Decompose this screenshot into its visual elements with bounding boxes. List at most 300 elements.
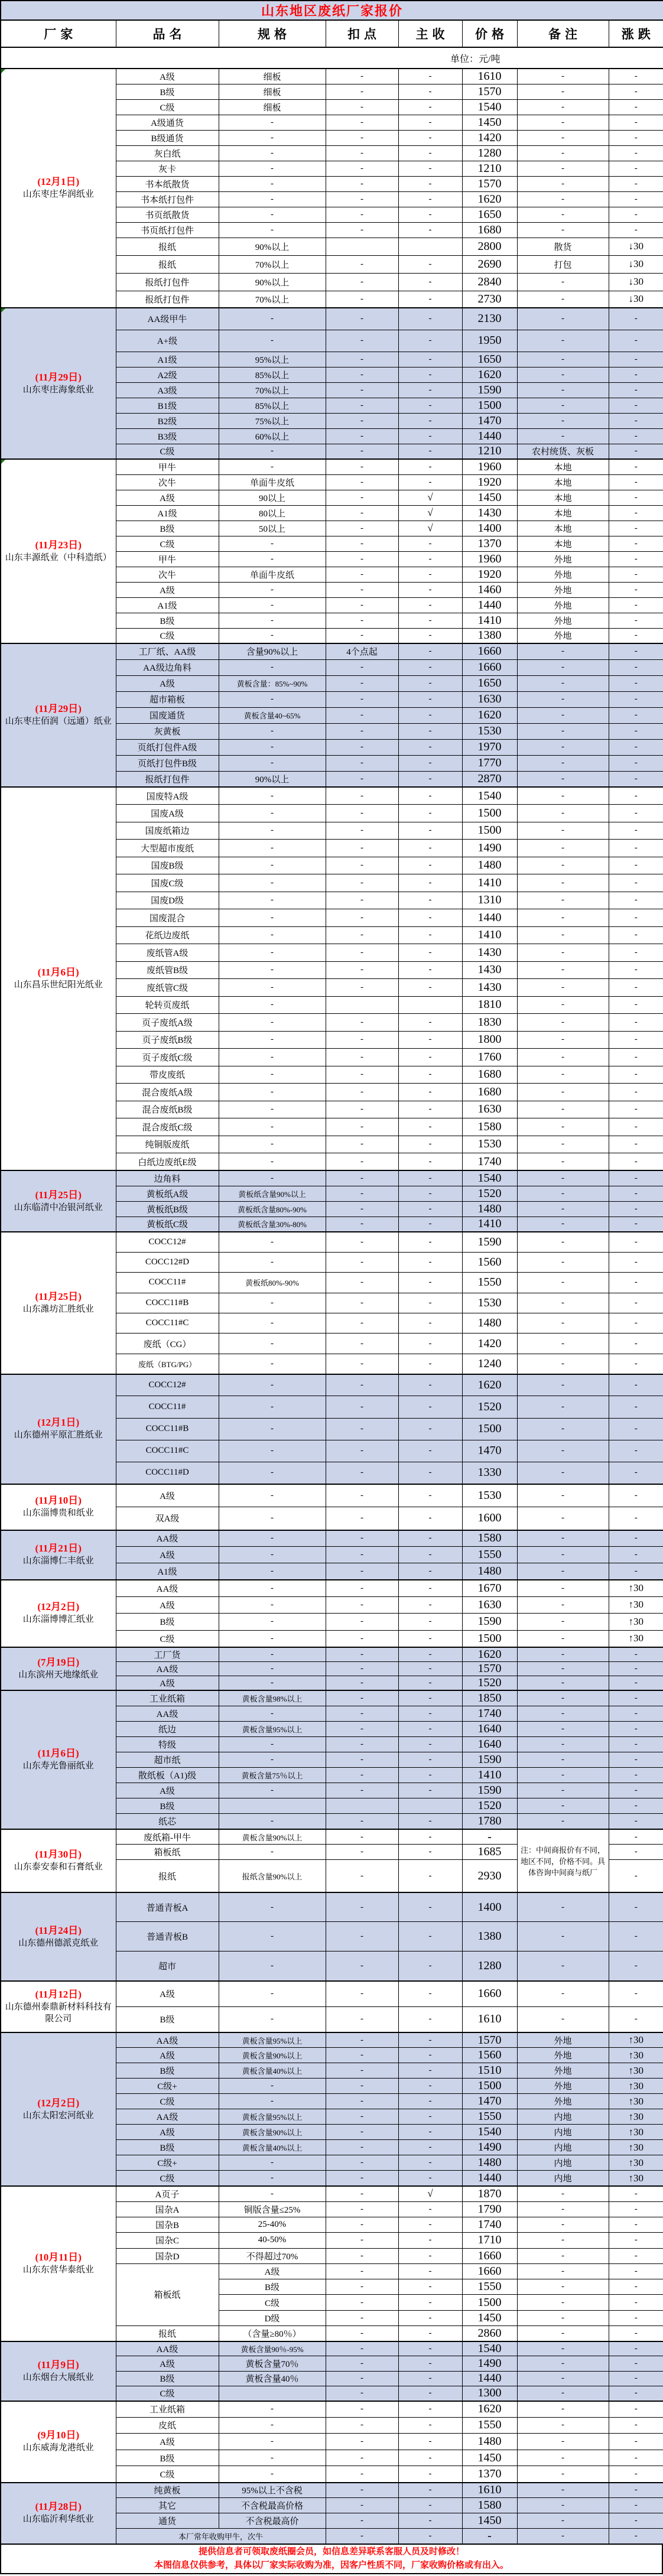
cell-deduction: - xyxy=(326,1396,398,1418)
cell-deduction: - xyxy=(326,99,398,115)
cell-price: 1370 xyxy=(462,536,517,551)
cell-product: 甲牛 xyxy=(116,551,219,567)
cell-spec: 黄板含量90%以上 xyxy=(219,2048,326,2063)
cell-accept: - xyxy=(398,1440,462,1462)
cell-deduction: - xyxy=(326,352,398,367)
cell-note: - xyxy=(517,176,609,191)
cell-price: 1530 xyxy=(462,1136,517,1153)
cell-deduction: - xyxy=(326,2140,398,2155)
cell-spec: - xyxy=(219,1614,326,1631)
cell-change: - xyxy=(609,2450,663,2466)
cell-note: 打包 xyxy=(517,255,609,273)
factory-name: 山东枣庄海象纸业 xyxy=(22,385,94,395)
cell-spec: - xyxy=(219,1136,326,1153)
cell-deduction: - xyxy=(326,1462,398,1484)
cell-accept: - xyxy=(398,2109,462,2125)
cell-deduction: - xyxy=(326,2079,398,2094)
cell-change: - xyxy=(609,474,663,490)
cell-price: 1520 xyxy=(462,1798,517,1814)
cell-accept: √ xyxy=(398,505,462,521)
cell-deduction: - xyxy=(326,1860,398,1892)
cell-product: 花纸边废纸 xyxy=(116,926,219,944)
cell-price: 1590 xyxy=(462,382,517,398)
cell-price: 1210 xyxy=(462,444,517,459)
cell-change: - xyxy=(609,979,663,997)
cell-deduction: - xyxy=(326,176,398,191)
cell-price: 1810 xyxy=(462,996,517,1014)
cell-spec: - xyxy=(219,1547,326,1563)
cell-deduction: - xyxy=(326,1767,398,1783)
cell-spec: 黄板含量40%以上 xyxy=(219,2140,326,2155)
cell-deduction: - xyxy=(326,1676,398,1690)
cell-product: A级 xyxy=(116,69,219,84)
cell-change: - xyxy=(609,2248,663,2263)
cell-accept: - xyxy=(398,1922,462,1951)
sheet-title: 山东地区废纸厂家报价 xyxy=(261,4,404,18)
cell-product: B级 xyxy=(116,2450,219,2466)
cell-change: - xyxy=(609,1981,663,2007)
cell-change: - xyxy=(609,1547,663,1563)
cell-change: - xyxy=(609,1354,663,1374)
cell-accept: - xyxy=(398,675,462,691)
cell-accept: √ xyxy=(398,2186,462,2201)
cell-price: 1560 xyxy=(462,1252,517,1272)
cell-change: ↑30 xyxy=(609,1630,663,1647)
cell-note: - xyxy=(517,115,609,130)
cell-product: B1级 xyxy=(116,398,219,413)
cell-price: 1520 xyxy=(462,1676,517,1690)
cell-accept: - xyxy=(398,822,462,840)
cell-deduction: - xyxy=(326,330,398,352)
cell-deduction: - xyxy=(326,1049,398,1066)
cell-product: 报纸 xyxy=(116,238,219,255)
cell-deduction: - xyxy=(326,2417,398,2434)
cell-spec: 含量90%以上 xyxy=(219,643,326,659)
cell-spec: - xyxy=(219,1484,326,1507)
cell-note: - xyxy=(517,413,609,428)
cell-change: - xyxy=(609,961,663,979)
cell-deduction: - xyxy=(326,1418,398,1440)
cell-accept: - xyxy=(398,2434,462,2450)
factory-date: (11月6日) xyxy=(37,967,79,978)
cell-accept: - xyxy=(398,840,462,857)
cell-accept: - xyxy=(398,474,462,490)
cell-price: 1670 xyxy=(462,1580,517,1597)
cell-accept: - xyxy=(398,1951,462,1981)
cell-change: - xyxy=(609,1736,663,1752)
cell-price: 1310 xyxy=(462,892,517,909)
cell-deduction: - xyxy=(326,1614,398,1631)
cell-deduction: - xyxy=(326,1814,398,1829)
cell-product: 黄板纸A级 xyxy=(116,1186,219,1201)
cell-change: - xyxy=(609,1031,663,1049)
cell-product: A级 xyxy=(116,2434,219,2450)
cell-product: 纯黄板 xyxy=(116,2483,219,2498)
cell-price: 1400 xyxy=(462,521,517,536)
cell-spec: D级 xyxy=(219,2310,326,2325)
cell-change: - xyxy=(609,2263,663,2279)
cell-accept: - xyxy=(398,2483,462,2498)
cell-note: - xyxy=(517,1396,609,1418)
cell-note: - xyxy=(517,691,609,707)
cell-change: - xyxy=(609,1752,663,1767)
cell-product: 报纸 xyxy=(116,2325,219,2341)
cell-accept: - xyxy=(398,1232,462,1252)
cell-deduction: - xyxy=(326,2201,398,2217)
cell-product: 报纸 xyxy=(116,255,219,273)
cell-accept: - xyxy=(398,909,462,927)
cell-spec: - xyxy=(219,1814,326,1829)
cell-price: 1830 xyxy=(462,1014,517,1032)
cell-change: - xyxy=(609,874,663,892)
cell-price: 1500 xyxy=(462,822,517,840)
cell-accept: - xyxy=(398,1752,462,1767)
cell-accept: - xyxy=(398,1860,462,1892)
cell-note: - xyxy=(517,1614,609,1631)
factory-name: 山东淄博贵和纸业 xyxy=(22,1508,94,1518)
cell-spec: 单面牛皮纸 xyxy=(219,567,326,582)
cell-note: - xyxy=(517,1333,609,1354)
table-row xyxy=(1,787,663,805)
cell-price: 1460 xyxy=(462,582,517,597)
cell-product: B级 xyxy=(116,2371,219,2386)
cell-accept: - xyxy=(398,1596,462,1614)
cell-price: - xyxy=(462,2529,517,2544)
cell-accept: - xyxy=(398,1783,462,1798)
cell-note: - xyxy=(517,787,609,805)
cell-note: - xyxy=(517,723,609,739)
cell-price: 1920 xyxy=(462,474,517,490)
cell-change: - xyxy=(609,444,663,459)
cell-deduction: - xyxy=(326,805,398,822)
cell-deduction: - xyxy=(326,822,398,840)
cell-change: - xyxy=(609,2371,663,2386)
cell-note: - xyxy=(517,805,609,822)
cell-product: A级 xyxy=(116,675,219,691)
cell-deduction: - xyxy=(326,2186,398,2201)
cell-product: A页子 xyxy=(116,2186,219,2201)
cell-change: - xyxy=(609,1922,663,1951)
cell-price: 1540 xyxy=(462,787,517,805)
cell-price: 1490 xyxy=(462,840,517,857)
cell-price: 1630 xyxy=(462,1596,517,1614)
cell-deduction: - xyxy=(326,2063,398,2079)
cell-spec: 70%以上 xyxy=(219,255,326,273)
cell-accept: - xyxy=(398,755,462,771)
cell-spec: - xyxy=(219,1507,326,1530)
cell-accept: - xyxy=(398,2063,462,2079)
cell-price: 1710 xyxy=(462,2233,517,2248)
cell-accept: - xyxy=(398,330,462,352)
cell-deduction: - xyxy=(326,2109,398,2125)
col-header-accept: 主收 xyxy=(398,20,462,47)
cell-price: 1420 xyxy=(462,1333,517,1354)
table-row xyxy=(1,1892,663,1922)
cell-deduction: - xyxy=(326,1630,398,1647)
cell-note: - xyxy=(517,1922,609,1951)
cell-deduction: - xyxy=(326,273,398,291)
cell-note: - xyxy=(517,1676,609,1690)
cell-deduction: - xyxy=(326,2341,398,2356)
cell-deduction: - xyxy=(326,771,398,787)
cell-deduction: - xyxy=(326,490,398,505)
cell-accept: - xyxy=(398,1547,462,1563)
cell-accept: - xyxy=(398,536,462,551)
cell-spec: - xyxy=(219,1293,326,1313)
cell-change: - xyxy=(609,352,663,367)
cell-deduction: - xyxy=(326,308,398,330)
cell-deduction: - xyxy=(326,1084,398,1101)
cell-deduction: - xyxy=(326,1484,398,1507)
cell-spec: - xyxy=(219,1252,326,1272)
cell-note: - xyxy=(517,130,609,145)
cell-note: 外地 xyxy=(517,2079,609,2094)
cell-change: - xyxy=(609,723,663,739)
cell-accept: - xyxy=(398,1736,462,1752)
cell-product: 书本纸打包件 xyxy=(116,191,219,207)
cell-note: 外地 xyxy=(517,597,609,613)
cell-change: ↑30 xyxy=(609,2171,663,2186)
cell-accept: √ xyxy=(398,490,462,505)
cell-price: 1660 xyxy=(462,1981,517,2007)
cell-spec: - xyxy=(219,926,326,944)
cell-deduction: - xyxy=(326,2483,398,2498)
cell-spec: - xyxy=(219,659,326,675)
cell-price: 1590 xyxy=(462,1232,517,1252)
cell-product: 书页纸散货 xyxy=(116,207,219,222)
cell-product: 灰白纸 xyxy=(116,145,219,161)
factory-name: 山东淄博博汇纸业 xyxy=(22,1615,94,1625)
cell-deduction: - xyxy=(326,707,398,723)
cell-change: - xyxy=(609,2401,663,2418)
cell-spec: - xyxy=(219,1736,326,1752)
cell-spec: 70%以上 xyxy=(219,291,326,308)
cell-product: 超市纸 xyxy=(116,1752,219,1767)
cell-note: - xyxy=(517,1951,609,1981)
cell-spec: - xyxy=(219,739,326,755)
cell-product: B级 xyxy=(116,1614,219,1631)
cell-spec: 黄板含量75％以上 xyxy=(219,1767,326,1783)
cell-change: - xyxy=(609,2325,663,2341)
table-row xyxy=(1,2032,663,2048)
cell-spec: - xyxy=(219,1396,326,1418)
cell-price: 1610 xyxy=(462,2006,517,2032)
cell-change: - xyxy=(609,613,663,628)
col-header-note: 备注 xyxy=(517,20,609,47)
cell-change: - xyxy=(609,1462,663,1484)
cell-price: 1660 xyxy=(462,659,517,675)
cell-note: - xyxy=(517,1484,609,1507)
cell-spec: - xyxy=(219,1101,326,1118)
cell-change: - xyxy=(609,145,663,161)
cell-deduction: - xyxy=(326,857,398,874)
cell-note: - xyxy=(517,2371,609,2386)
cell-accept: - xyxy=(398,2371,462,2386)
cell-change: - xyxy=(609,675,663,691)
factory-name: 山东泰安泰和石膏纸业 xyxy=(14,1862,103,1872)
factory-name: 山东德州平原汇胜纸业 xyxy=(14,1430,103,1440)
cell-spec: - xyxy=(219,115,326,130)
cell-spec: 黄板含量95%以上 xyxy=(219,2109,326,2125)
cell-note: - xyxy=(517,1647,609,1662)
cell-spec: 85%以上 xyxy=(219,398,326,413)
cell-change: ↓30 xyxy=(609,291,663,308)
cell-spec: 不含税最高价 xyxy=(219,2513,326,2529)
cell-price: 1660 xyxy=(462,643,517,659)
sheet-title-cell xyxy=(1,1,663,20)
cell-change: - xyxy=(609,115,663,130)
table-row xyxy=(1,1690,663,1706)
cell-product: 其它 xyxy=(116,2498,219,2513)
cell-note: - xyxy=(517,874,609,892)
cell-price: 1400 xyxy=(462,1892,517,1922)
cell-price: 1430 xyxy=(462,944,517,962)
cell-spec: 黄板含量：85%~90% xyxy=(219,675,326,691)
cell-change: - xyxy=(609,1783,663,1798)
cell-spec: - xyxy=(219,1845,326,1860)
cell-price: 1410 xyxy=(462,926,517,944)
cell-price: 1640 xyxy=(462,1736,517,1752)
cell-product: 报纸打包件 xyxy=(116,771,219,787)
cell-deduction: - xyxy=(326,1374,398,1396)
cell-deduction: - xyxy=(326,1313,398,1333)
cell-note: - xyxy=(517,398,609,413)
cell-product: 箱板纸 xyxy=(116,2263,219,2325)
cell-spec xyxy=(219,2386,326,2401)
cell-note: 外地 xyxy=(517,582,609,597)
cell-spec: 单面牛皮纸 xyxy=(219,474,326,490)
unit-row xyxy=(1,47,663,69)
cell-accept: - xyxy=(398,926,462,944)
cell-accept: - xyxy=(398,1676,462,1690)
cell-accept: - xyxy=(398,1396,462,1418)
cell-product: 页子废纸A级 xyxy=(116,1014,219,1032)
table-row xyxy=(1,2483,663,2498)
table-row xyxy=(1,1232,663,1252)
cell-note: - xyxy=(517,909,609,927)
cell-accept: - xyxy=(398,2529,462,2544)
cell-note: - xyxy=(517,857,609,874)
factory-name: 山东威海龙港纸业 xyxy=(22,2443,94,2453)
cell-spec: 细板 xyxy=(219,84,326,99)
cell-spec: - xyxy=(219,1374,326,1396)
cell-product: 国废A级 xyxy=(116,805,219,822)
cell-deduction: - xyxy=(326,723,398,739)
cell-change: - xyxy=(609,1706,663,1721)
cell-deduction: - xyxy=(326,2048,398,2063)
cell-accept: - xyxy=(398,2341,462,2356)
cell-accept: - xyxy=(398,1101,462,1118)
cell-product: B2级 xyxy=(116,413,219,428)
cell-deduction: - xyxy=(326,222,398,238)
cell-price: 1500 xyxy=(462,2295,517,2310)
factory-name: 山东昌乐世纪阳光纸业 xyxy=(14,980,103,990)
cell-accept: - xyxy=(398,1313,462,1333)
cell-change: - xyxy=(609,2529,663,2544)
cell-note: - xyxy=(517,1563,609,1580)
unit-label: 单位：元/吨 xyxy=(450,54,500,64)
cell-price: 1300 xyxy=(462,2386,517,2401)
cell-price: 1740 xyxy=(462,1706,517,1721)
cell-deduction: - xyxy=(326,2279,398,2295)
cell-accept: - xyxy=(398,2450,462,2466)
cell-spec: 黄板纸含量80%-90% xyxy=(219,1201,326,1217)
cell-note: - xyxy=(517,2450,609,2466)
factory-name: 山东临清中冶银河纸业 xyxy=(14,1202,103,1212)
cell-price: 2800 xyxy=(462,238,517,255)
cell-deduction: - xyxy=(326,2356,398,2371)
cell-deduction: - xyxy=(326,1201,398,1217)
cell-note: - xyxy=(517,1752,609,1767)
cell-note: - xyxy=(517,2483,609,2498)
cell-spec: - xyxy=(219,723,326,739)
cell-change: - xyxy=(609,1396,663,1418)
cell-change: - xyxy=(609,1892,663,1922)
cell-price: 1410 xyxy=(462,613,517,628)
cell-product: 混合废纸B级 xyxy=(116,1101,219,1118)
cell-change: - xyxy=(609,161,663,176)
cell-deduction: 4个点起 xyxy=(326,643,398,659)
cell-product: COCC11# xyxy=(116,1396,219,1418)
cell-note: - xyxy=(517,2434,609,2450)
cell-spec: - xyxy=(219,1661,326,1676)
cell-accept: - xyxy=(398,961,462,979)
factory-name: 山东烟台大展纸业 xyxy=(22,2372,94,2382)
cell-spec: - xyxy=(219,1647,326,1662)
cell-product: A级 xyxy=(116,1547,219,1563)
cell-product: AA级 xyxy=(116,1661,219,1676)
cell-note: - xyxy=(517,675,609,691)
cell-spec: - xyxy=(219,857,326,874)
cell-change: - xyxy=(609,2217,663,2232)
cell-note: - xyxy=(517,382,609,398)
cell-change: - xyxy=(609,739,663,755)
table-row xyxy=(1,459,663,474)
cell-price: 1570 xyxy=(462,176,517,191)
cell-product: A2级 xyxy=(116,367,219,382)
cell-deduction: - xyxy=(326,1293,398,1313)
cell-price: 1650 xyxy=(462,207,517,222)
cell-change: - xyxy=(609,1273,663,1293)
cell-deduction: - xyxy=(326,1951,398,1981)
cell-change: - xyxy=(609,2483,663,2498)
cell-price: 1570 xyxy=(462,84,517,99)
cell-change: - xyxy=(609,1066,663,1084)
cell-product: 国废B级 xyxy=(116,857,219,874)
cell-product: A1级 xyxy=(116,1563,219,1580)
cell-accept: - xyxy=(398,84,462,99)
cell-note: - xyxy=(517,2529,609,2544)
cell-deduction: - xyxy=(326,1118,398,1136)
cell-change: - xyxy=(609,490,663,505)
cell-note: 外地 xyxy=(517,613,609,628)
cell-spec: 60%以上 xyxy=(219,428,326,444)
cell-spec: - xyxy=(219,1922,326,1951)
factory-cell xyxy=(1,1170,116,1232)
cell-price: 1550 xyxy=(462,2279,517,2295)
factory-name: 山东丰源纸业（中科造纸） xyxy=(5,552,112,562)
cell-deduction: - xyxy=(326,191,398,207)
cell-accept: - xyxy=(398,707,462,723)
cell-price: 1330 xyxy=(462,1462,517,1484)
table-row xyxy=(1,643,663,659)
cell-spec: 不得超过70% xyxy=(219,2248,326,2263)
factory-date: (11月10日) xyxy=(35,1495,82,1507)
cell-deduction: - xyxy=(326,691,398,707)
cell-deduction: - xyxy=(326,130,398,145)
cell-price: 1620 xyxy=(462,707,517,723)
factory-cell xyxy=(1,2341,116,2401)
